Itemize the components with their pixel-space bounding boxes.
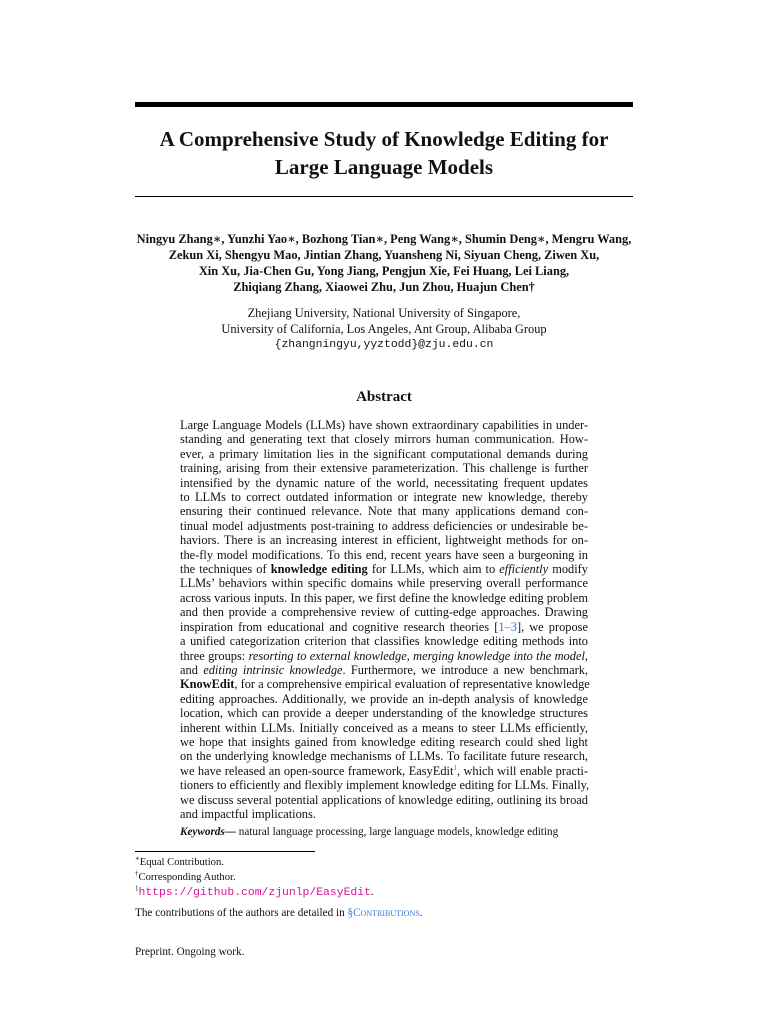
abstract-line: haviors. There is an increasing interest in efficient, lightweight methods for on- <box>180 533 588 548</box>
footnote-easyedit <box>135 885 374 901</box>
contributions-text: The contributions of the authors are detailed in <box>135 907 348 919</box>
abstract-line <box>180 620 588 634</box>
abstract-line: across various inputs. In this paper, we first define the knowledge editing problem <box>180 590 588 605</box>
abstract-line <box>180 649 588 663</box>
contributions-end: . <box>419 907 423 919</box>
abstract-line <box>180 764 588 778</box>
italic-term: merging knowledge into the model <box>413 648 585 663</box>
italic-term: efficiently <box>499 562 549 577</box>
abstract-line: training, arising from their extensive parameterization. This challenge is further <box>180 461 588 476</box>
text-run: ], we propose <box>516 619 588 634</box>
preprint-note: Preprint. Ongoing work. <box>135 946 245 958</box>
author-line: Zekun Xi, Shengyu Mao, Jintian Zhang, Yuansheng Ni, Siyuan Cheng, Ziwen Xu, <box>168 248 600 262</box>
text-run: we have released an open-source framework, EasyEdit <box>180 763 454 778</box>
abstract-line: location, which can provide a deeper understanding of the knowledge structures <box>180 706 588 721</box>
text-run: , <box>406 648 414 663</box>
text-run: , <box>584 648 588 663</box>
paper-title <box>135 125 633 181</box>
footnote-link[interactable]: 1 <box>453 763 457 772</box>
abstract-line: LLMs’ behaviors within specific domains while preserving overall performance <box>180 576 588 591</box>
benchmark-name: KnowEdit <box>180 677 235 692</box>
author-line: Ningyu Zhang∗, Yunzhi Yao∗, Bozhong Tian∗, Peng Wang∗, Shumin Deng∗, Mengru Wang, <box>136 232 632 246</box>
abstract-line: inherent within LLMs. Initially conceived as a means to steer LLMs efficiently, <box>180 720 588 735</box>
abstract-line: editing approaches. Additionally, we provide an in-depth analysis of knowledge <box>180 691 588 706</box>
italic-term: resorting to external knowledge <box>248 648 407 663</box>
footnote-mark: † <box>135 869 139 878</box>
keywords <box>180 826 600 838</box>
text-run: . Furthermore, we introduce a new benchmark, <box>342 662 588 677</box>
footnote-mark: 1 <box>135 884 139 893</box>
top-thick-rule <box>135 102 633 107</box>
abstract-line: tioners to efficiently and flexibly implement knowledge editing for LLMs. Finally, <box>180 778 590 793</box>
abstract-line: standing and generating text that closely mirrors human communication. How- <box>180 432 588 447</box>
abstract-line: ensuring their continued relevance. Note that many applications demand con- <box>180 504 588 519</box>
footnote-rule <box>135 851 315 852</box>
abstract-heading: Abstract <box>356 389 412 405</box>
title-line-1: A Comprehensive Study of Knowledge Editing for <box>159 127 609 151</box>
abstract-line: on the underlying knowledge mechanisms of LLMs. To facilitate future research, <box>180 749 588 764</box>
abstract-body <box>180 418 588 821</box>
footnote-mark: ∗ <box>135 854 140 863</box>
affiliations <box>135 305 633 353</box>
keywords-label: Keywords— <box>180 826 236 838</box>
abstract-line <box>180 663 588 677</box>
text-run: three groups: <box>180 648 249 663</box>
affiliation-line: Zhejiang University, National University of Singapore, <box>247 306 521 320</box>
footnote-text: Corresponding Author. <box>138 872 236 883</box>
text-run: modify <box>548 562 589 577</box>
contributions-link[interactable]: §Contributions <box>347 907 420 919</box>
author-list <box>120 231 648 295</box>
text-run: for LLMs, which aim to <box>367 562 500 577</box>
abstract-line: Large Language Models (LLMs) have shown extraordinary capabilities in under- <box>180 418 588 432</box>
bold-term: knowledge editing <box>270 562 368 577</box>
abstract-line: a unified categorization criterion that classifies knowledge editing methods into <box>180 634 588 649</box>
github-link[interactable]: https://github.com/zjunlp/EasyEdit <box>138 887 371 899</box>
footnotes <box>135 855 374 901</box>
abstract-line: to LLMs to correct outdated information or integrate new knowledge, thereby <box>180 490 588 505</box>
italic-term: editing intrinsic knowledge <box>203 662 343 677</box>
abstract-line: ever, a primary limitation lies in the significant computational demands during <box>180 446 588 461</box>
footnote-text: Equal Contribution. <box>139 857 224 868</box>
abstract-line: intensified by the dynamic nature of the world, necessitating frequent updates <box>180 475 588 490</box>
text-run: and <box>180 662 204 677</box>
abstract-line: the-fly model modifications. To this end, recent years have seen a burgeoning in <box>180 547 588 562</box>
abstract-line: tinual model adjustments post-training to address deficiencies or undesirable be- <box>180 518 588 533</box>
author-line: Xin Xu, Jia-Chen Gu, Yong Jiang, Pengjun Xie, Fei Huang, Lei Liang, <box>198 264 570 278</box>
abstract-line <box>180 677 588 691</box>
title-bottom-rule <box>135 196 633 197</box>
title-line-2: Large Language Models <box>274 155 494 179</box>
text-run: inspiration from educational and cognitive research theories [ <box>180 619 499 634</box>
contact-email: {zhangningyu,yyztodd}@zju.edu.cn <box>274 339 494 351</box>
abstract-line: we discuss several potential applications of knowledge editing, outlining its broad <box>180 792 588 807</box>
contributions-note <box>135 907 422 919</box>
abstract-line: and impactful implications. <box>180 806 316 821</box>
text-run: , for a comprehensive empirical evaluation of representative knowledge <box>234 677 590 692</box>
keywords-text: natural language processing, large language models, knowledge editing <box>235 826 559 838</box>
abstract-line <box>180 562 588 576</box>
footnote-corresponding-author <box>135 870 374 885</box>
abstract-line: we hope that insights gained from knowledge editing research could shed light <box>180 734 588 749</box>
abstract-line: and then provide a comprehensive review of cutting-edge approaches. Drawing <box>180 605 588 620</box>
text-run: , which will enable practi- <box>456 763 588 778</box>
author-line: Zhiqiang Zhang, Xiaowei Zhu, Jun Zhou, Huajun Chen† <box>233 280 535 294</box>
footnote-text: . <box>370 887 374 898</box>
footnote-equal-contribution <box>135 855 374 870</box>
affiliation-line: University of California, Los Angeles, Ant Group, Alibaba Group <box>221 322 547 336</box>
citation-link[interactable]: 1–3 <box>498 619 517 634</box>
text-run: the techniques of <box>180 562 271 577</box>
